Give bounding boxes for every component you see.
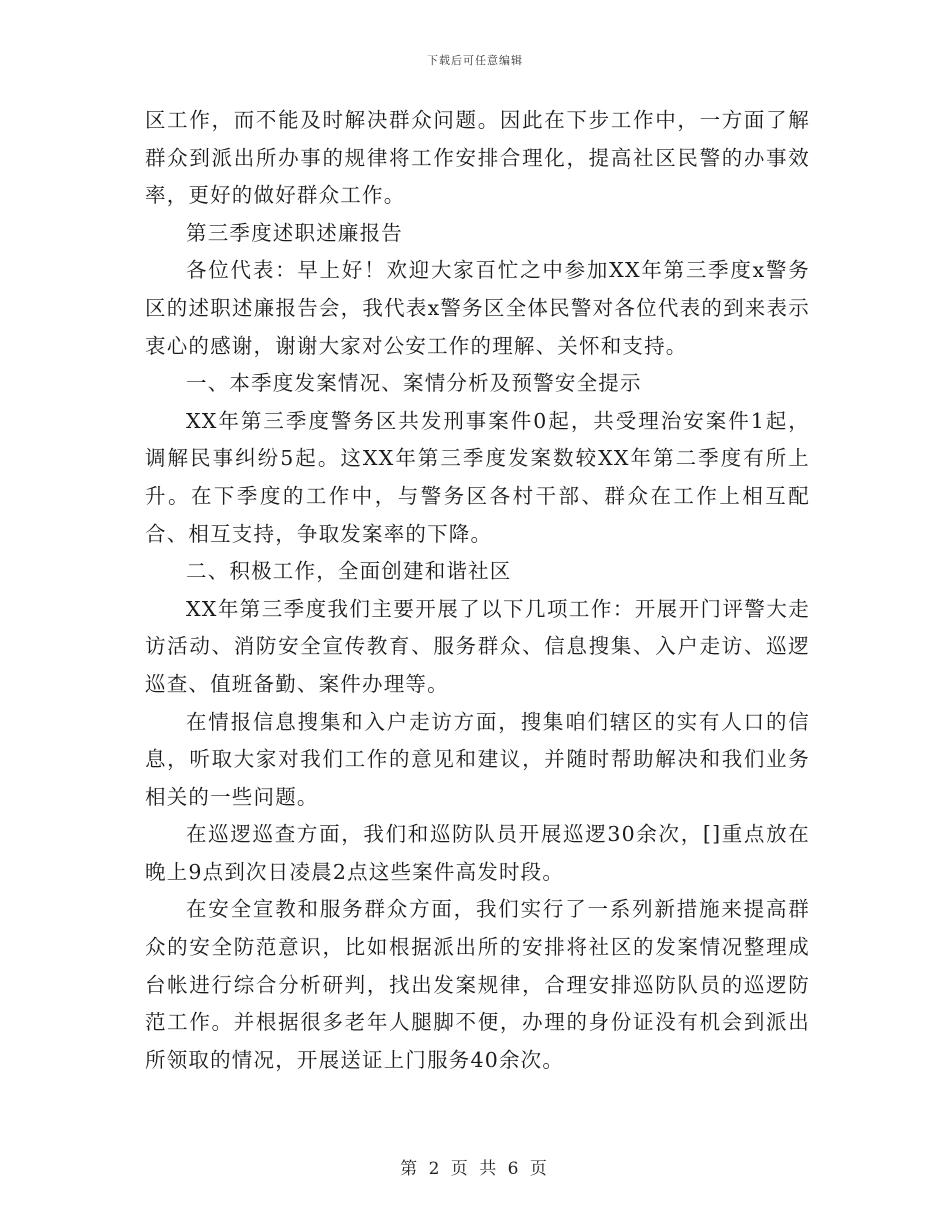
- section-heading-2: 二、积极工作，全面创建和谐社区: [186, 559, 512, 584]
- paragraph-work-list: XX年第三季度我们主要开展了以下几项工作：开展开门评警大走访活动、消防安全宣传教育、服务群众、信息搜集、入户走访、巡逻巡查、值班备勤、案件办理等。: [145, 596, 810, 696]
- paragraph-safety-service: 在安全宣教和服务群众方面，我们实行了一系列新措施来提高群众的安全防范意识，比如根据派出所的安排将社区的发案情况整理成台帐进行综合分析研判，找出发案规律，合理安排巡防队员的巡逻防范工作。并根据很多老年人腿脚不便，办理的身份证没有机会到派出所领取的情况，开展送证上门服务40余次。: [145, 897, 810, 1072]
- paragraph-info-collection: 在情报信息搜集和入户走访方面，搜集咱们辖区的实有人口的信息，听取大家对我们工作的意见和建议，并随时帮助解决和我们业务相关的一些问题。: [145, 709, 810, 809]
- section-heading-1: 一、本季度发案情况、案情分析及预警安全提示: [186, 371, 642, 396]
- page-number-footer: 第 2 页 共 6 页: [400, 1159, 550, 1179]
- page-header: 下载后可任意编辑: [427, 54, 523, 67]
- paragraph-greeting: 各位代表：早上好！欢迎大家百忙之中参加XX年第三季度x警务区的述职述廉报告会，我代表x警务区全体民警对各位代表的到来表示衷心的感谢，谢谢大家对公安工作的理解、关怀和支持。: [145, 258, 810, 358]
- paragraph-1: 区工作，而不能及时解决群众问题。因此在下步工作中，一方面了解群众到派出所办事的规律将工作安排合理化，提高社区民警的办事效率，更好的做好群众工作。: [145, 108, 810, 208]
- section-title: 第三季度述职述廉报告: [186, 220, 403, 245]
- document-body: [145, 102, 810, 1079]
- paragraph-patrol: 在巡逻巡查方面，我们和巡防队员开展巡逻30余次，[]重点放在晚上9点到次日凌晨2点这些案件高发时段。: [145, 822, 810, 884]
- paragraph-case-stats: XX年第三季度警务区共发刑事案件0起，共受理治安案件1起，调解民事纠纷5起。这XX年第三季度发案数较XX年第二季度有所上升。在下季度的工作中，与警务区各村干部、群众在工作上相互配合、相互支持，争取发案率的下降。: [145, 408, 810, 546]
